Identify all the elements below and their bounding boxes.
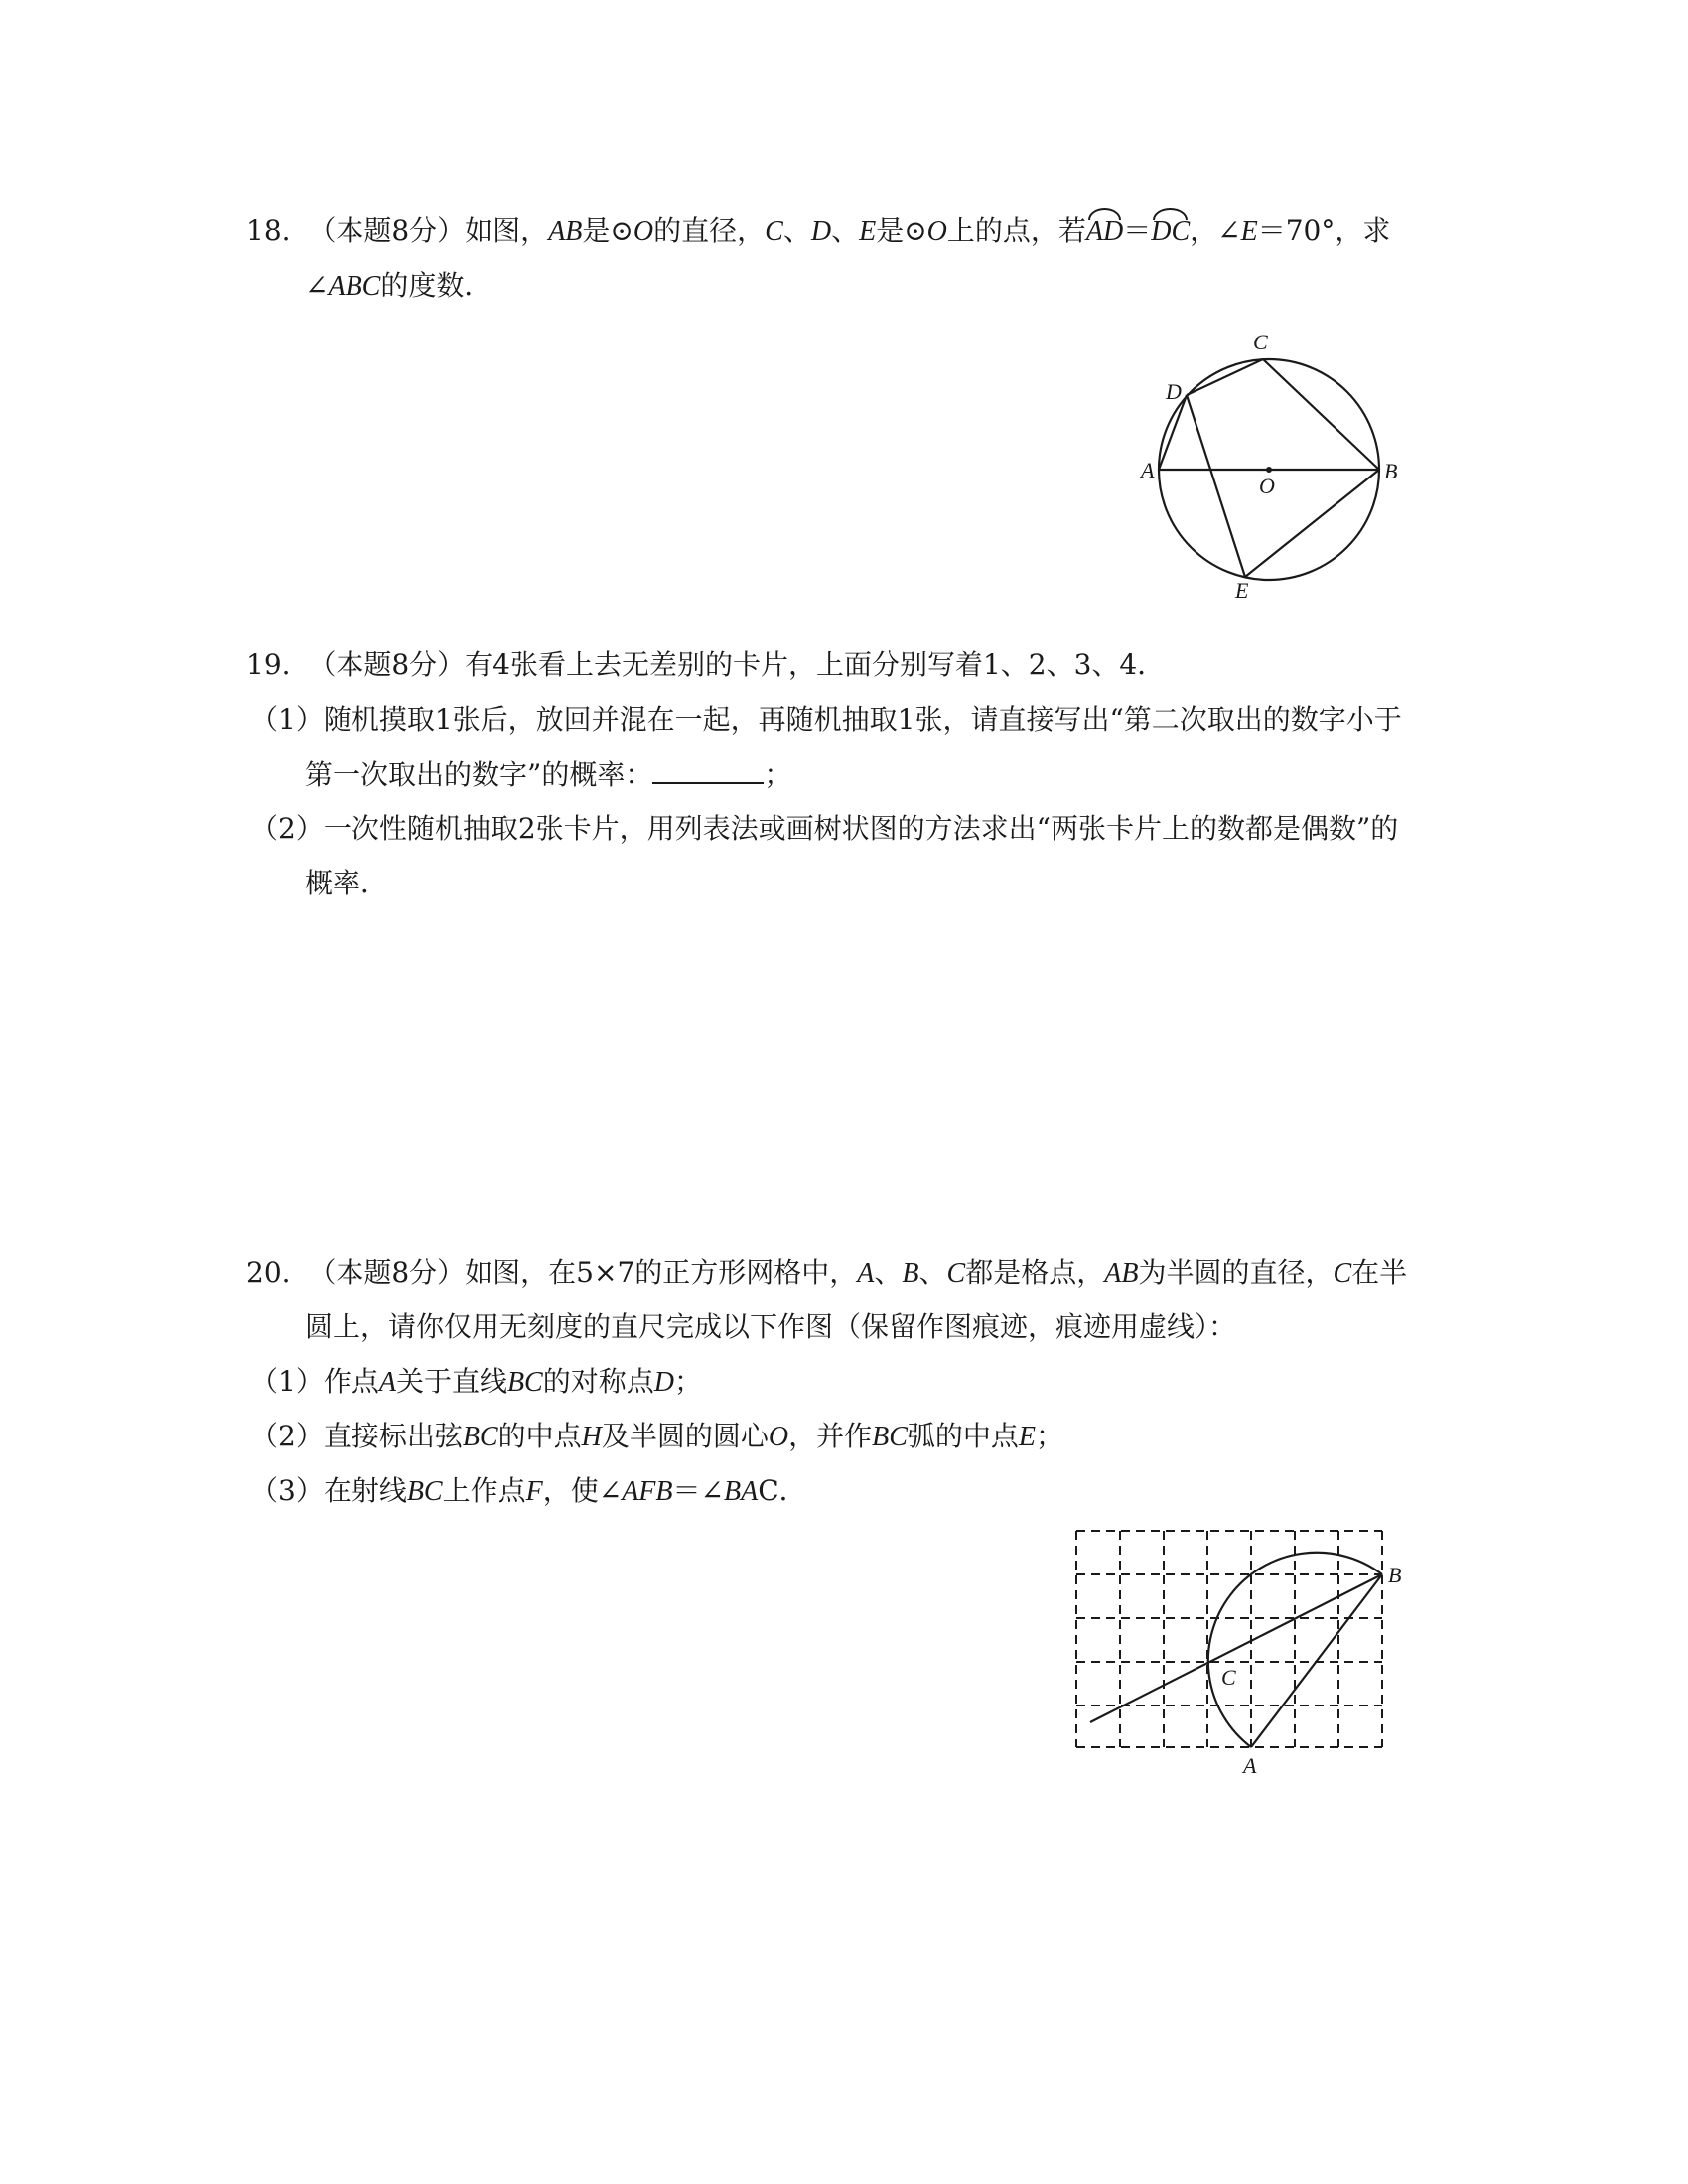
q20-text: C． <box>758 1474 807 1507</box>
q20-var: BC <box>406 1476 443 1507</box>
q20-part2 <box>250 1417 1063 1457</box>
q20-line1 <box>246 1253 1407 1294</box>
q20-text: 上作点 <box>442 1474 526 1507</box>
q18-text: 如图， <box>465 214 549 247</box>
q20-line2: 圆上，请你仅用无刻度的直尺完成以下作图（保留作图痕迹，痕迹用虚线）： <box>305 1310 1237 1343</box>
chord-de <box>1187 395 1245 577</box>
q20-var: B <box>902 1258 919 1289</box>
label-c: C <box>1253 330 1268 354</box>
q19-number: 19. <box>246 648 291 681</box>
q18-var: O <box>633 216 654 247</box>
q20-text: 、 <box>918 1256 947 1289</box>
label-d: D <box>1166 379 1182 404</box>
q20-var: A <box>857 1258 875 1289</box>
q18-number: 18. <box>246 214 291 247</box>
q18-text: ＝70°，求 <box>1257 214 1391 247</box>
q20-text: ； <box>673 1365 702 1398</box>
q20-part3 <box>250 1471 807 1512</box>
q20-text: 、 <box>874 1256 903 1289</box>
q20-grid-figure <box>1062 1519 1440 1787</box>
q18-text: ＝ <box>1123 214 1152 247</box>
q20-var: AB <box>1104 1258 1139 1289</box>
label-b: B <box>1388 1563 1402 1587</box>
chord-cb <box>1263 359 1379 470</box>
q18-var: E <box>859 216 877 247</box>
center-point <box>1266 467 1272 473</box>
q20-part1 <box>250 1362 702 1403</box>
q20-var: C <box>946 1258 966 1289</box>
q18-text: 的直径， <box>653 214 766 247</box>
q18-text: 是⊙ <box>876 214 927 247</box>
q20-var: BC <box>506 1367 543 1398</box>
q20-var: BA <box>723 1476 759 1507</box>
label-c: C <box>1221 1665 1236 1690</box>
q19-line1 <box>246 645 1165 685</box>
q20-var: D <box>653 1367 674 1398</box>
q20-text: 及半圆的圆心 <box>601 1420 769 1452</box>
q18-var: AB <box>548 216 583 247</box>
q19-stem: 有4张看上去无差别的卡片，上面分别写着1、2、3、4． <box>465 648 1166 681</box>
q19-text: 第一次取出的数字”的概率： <box>305 758 653 791</box>
q18-line2 <box>305 266 492 307</box>
q18-text: 、 <box>782 214 811 247</box>
q18-arc-ad: AD <box>1086 212 1123 252</box>
q20-var: F <box>525 1476 543 1507</box>
q20-text: 的对称点 <box>542 1365 654 1398</box>
q18-var: C <box>765 216 783 247</box>
q20-var: BC <box>872 1422 908 1452</box>
q20-text: ，使∠ <box>542 1474 623 1507</box>
chord-ad <box>1159 395 1187 470</box>
q20-text: ； <box>1036 1420 1064 1452</box>
q18-text: 是⊙ <box>582 214 633 247</box>
q18-var: ABC <box>328 271 381 302</box>
q20-text: 为半圆的直径， <box>1138 1256 1334 1289</box>
q18-circle-figure <box>1132 328 1430 625</box>
q20-number: 20. <box>246 1256 291 1289</box>
label-a: A <box>1141 458 1155 482</box>
q18-text: 、 <box>831 214 860 247</box>
q18-text: 上的点，若 <box>946 214 1086 247</box>
q18-var: E <box>1240 216 1258 247</box>
label-b: B <box>1384 459 1398 483</box>
q20-var: BC <box>462 1422 498 1452</box>
q20-text: 的中点 <box>497 1420 582 1452</box>
q20-text: 如图，在5×7的正方形网格中， <box>465 1256 858 1289</box>
q19-score: （本题8分） <box>308 648 466 681</box>
q19-part2-line2: 概率． <box>305 867 389 899</box>
q20-text: 都是格点， <box>965 1256 1105 1289</box>
q19-part1-line2 <box>305 754 791 795</box>
q20-var: E <box>1018 1422 1037 1452</box>
q20-var: AFB <box>622 1476 673 1507</box>
q20-var: A <box>378 1367 396 1398</box>
q20-var: O <box>768 1422 789 1452</box>
q20-text: （1）作点 <box>250 1365 379 1398</box>
q20-text: 在半 <box>1351 1256 1408 1289</box>
q20-score: （本题8分） <box>308 1256 466 1289</box>
q18-var: D <box>810 216 832 247</box>
q20-text: ＝∠ <box>672 1474 724 1507</box>
label-e: E <box>1235 578 1249 603</box>
answer-blank[interactable] <box>652 754 764 784</box>
q20-var: H <box>581 1422 602 1452</box>
q20-var: C <box>1333 1258 1352 1289</box>
q20-text: 关于直线 <box>395 1365 507 1398</box>
chord-dc <box>1187 359 1263 395</box>
q20-text: ，并作 <box>788 1420 873 1452</box>
q19-text: ； <box>764 758 792 791</box>
q18-line1 <box>246 211 1390 252</box>
q19-part1-line1: （1）随机摸取1张后，放回并混在一起，再随机抽取1张，请直接写出“第二次取出的数字小于 <box>250 703 1402 736</box>
q18-text: ，∠ <box>1190 214 1241 247</box>
q20-text: （2）直接标出弦 <box>250 1420 463 1452</box>
q18-text: 的度数． <box>380 269 492 302</box>
grid-lines <box>1076 1531 1382 1747</box>
q19-part2-line1: （2）一次性随机抽取2张卡片，用列表法或画树状图的方法求出“两张卡片上的数都是偶数”的 <box>250 812 1399 845</box>
q18-score: （本题8分） <box>308 214 466 247</box>
q18-text: ∠ <box>305 269 329 302</box>
q18-var: O <box>926 216 947 247</box>
q18-arc-dc: DC <box>1151 212 1190 252</box>
q20-text: 弧的中点 <box>907 1420 1019 1452</box>
q20-text: （3）在射线 <box>250 1474 407 1507</box>
label-a: A <box>1243 1753 1257 1778</box>
label-o: O <box>1259 474 1275 498</box>
